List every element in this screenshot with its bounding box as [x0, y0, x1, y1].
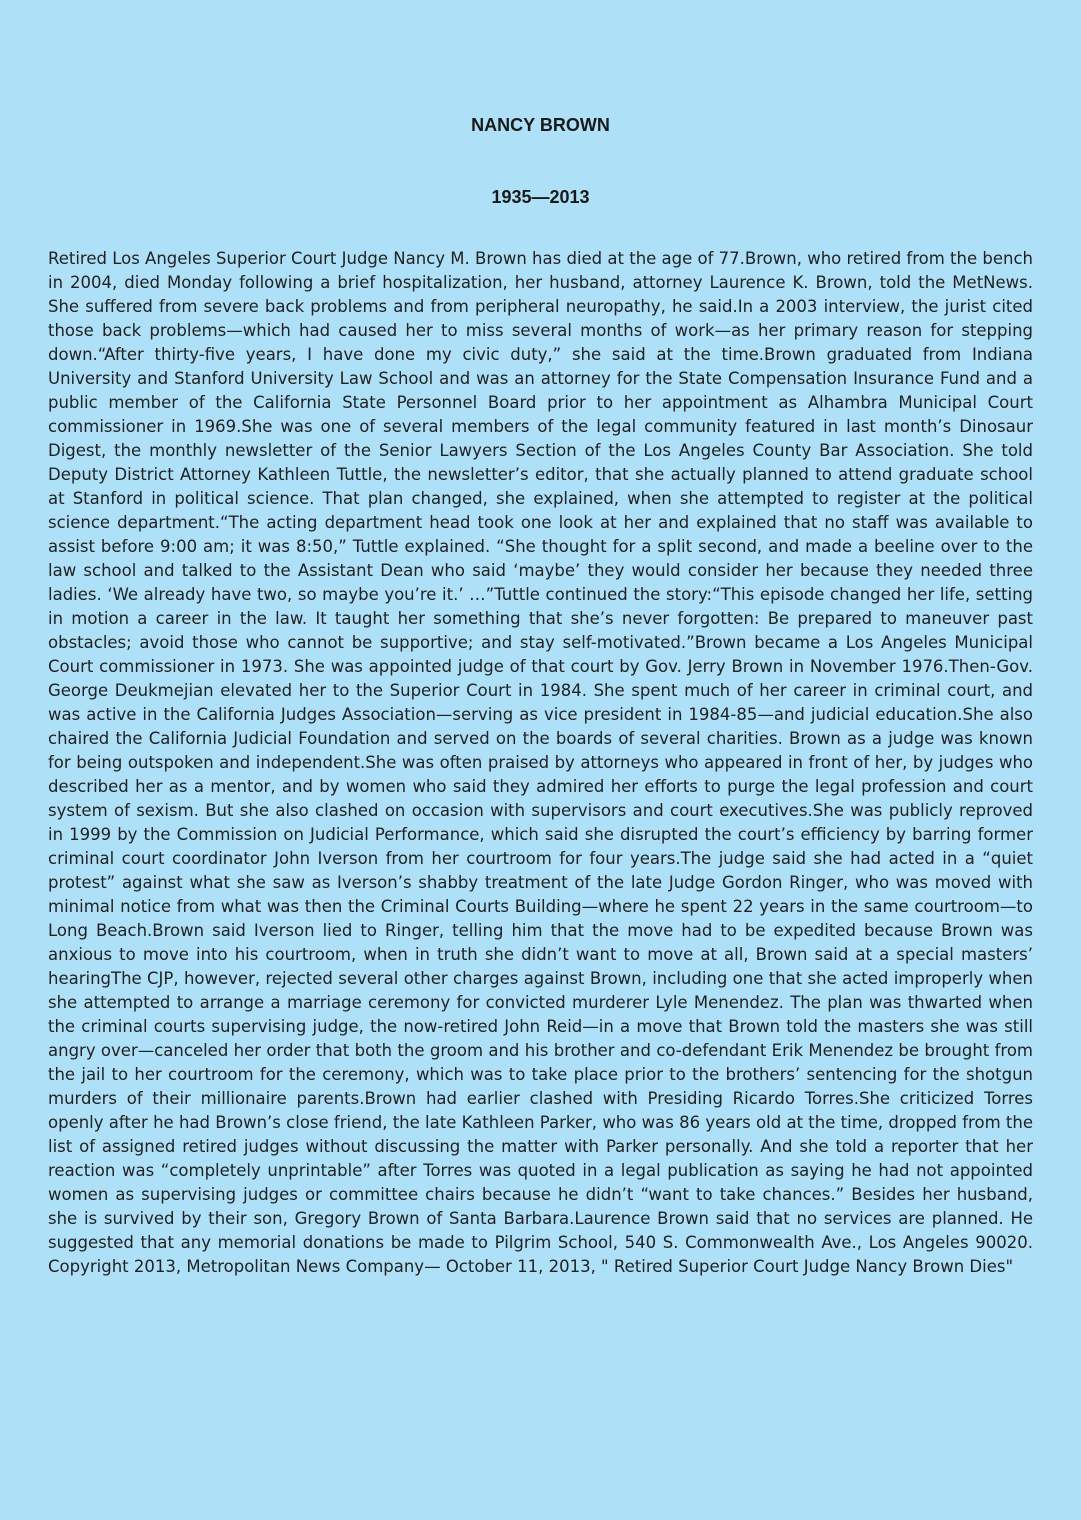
obituary-body: Retired Los Angeles Superior Court Judge Nancy M. Brown has died at the age of 77.Brown, who retired from the bench in 2004, died Monday following a brief hospitalization, her husband, attorney Laurence K. Brown, told the MetNews. She suffered from severe back problems and from peripheral neuropathy, he said.In a 2003 interview, the jurist cited those back problems—which had caused her to miss several months of work—as her primary reason for stepping down.“After thirty-five years, I have done my civic duty,” she said at the time.Brown graduated from Indiana University and Stanford University Law School and was an attorney for the State Compensation Insurance Fund and a public member of the California State Personnel Board prior to her appointment as Alhambra Municipal Court commissioner in 1969.She was one of several members of the legal community featured in last month’s Dinosaur Digest, the monthly newsletter of the Senior Lawyers Section of the Los Angeles County Bar Association. She told Deputy District Attorney Kathleen Tuttle, the newsletter’s editor, that she actually planned to attend graduate school at Stanford in political science. That plan changed, she explained, when she attempted to register at the political science department.“The acting department head took one look at her and explained that no staff was available to assist before 9:00 am; it was 8:50,” Tuttle explained. “She thought for a split second, and made a beeline over to the law school and talked to the Assistant Dean who said ‘maybe’ they would consider her because they needed three ladies. ‘We already have two, so maybe you’re it.’ …”Tuttle continued the story:“This episode changed her life, setting in motion a career in the law. It taught her something that she’s never forgotten: Be prepared to maneuver past obstacles; avoid those who cannot be supportive; and stay self-motivated.”Brown became a Los Angeles Municipal Court commissioner in 1973. She was appointed judge of that court by Gov. Jerry Brown in November 1976.Then-Gov. George Deukmejian elevated her to the Superior Court in 1984. She spent much of her career in criminal court, and was active in the California Judges Association—serving as vice president in 1984-85—and judicial education.She also chaired the California Judicial Foundation and served on the boards of several charities. Brown as a judge was known for being outspoken and independent.She was often praised by attorneys who appeared in front of her, by judges who described her as a mentor, and by women who said they admired her efforts to purge the legal profession and court system of sexism. But she also clashed on occasion with supervisors and court executives.She was publicly reproved in 1999 by the Commission on Judicial Performance, which said she disrupted the court’s efficiency by barring former criminal court coordinator John Iverson from her courtroom for four years.The judge said she had acted in a “quiet protest” against what she saw as Iverson’s shabby treatment of the late Judge Gordon Ringer, who was moved with minimal notice from what was then the Criminal Courts Building—where he spent 22 years in the same courtroom—to Long Beach.Brown said Iverson lied to Ringer, telling him that the move had to be expedited because Brown was anxious to move into his courtroom, when in truth she didn’t want to move at all, Brown said at a special masters’ hearingThe CJP, however, rejected several other charges against Brown, including one that she acted improperly when she attempted to arrange a marriage ceremony for convicted murderer Lyle Menendez. The plan was thwarted when the criminal courts supervising judge, the now-retired John Reid—in a move that Brown told the masters she was still angry over—canceled her order that both the groom and his brother and co-defendant Erik Menendez be brought from the jail to her courtroom for the ceremony, which was to take place prior to the brothers’ sentencing for the shotgun murders of their millionaire parents.Brown had earlier clashed with Presiding Ricardo Torres.She criticized Torres openly after he had Brown’s close friend, the late Kathleen Parker, who was 86 years old at the time, dropped from the list of assigned retired judges without discussing the matter with Parker personally. And she told a reporter that her reaction was “completely unprintable” after Torres was quoted in a legal publication as saying he had not appointed women as supervising judges or committee chairs because he didn’t “want to take chances.” Besides her husband, she is survived by their son, Gregory Brown of Santa Barbara.Laurence Brown said that no services are planned. He suggested that any memorial donations be made to Pilgrim School, 540 S. Commonwealth Ave., Los Angeles 90020. Copyright 2013, Metropolitan News Company— October 11, 2013, " Retired Superior Court Judge Nancy Brown Dies"	[48, 249, 1033, 1276]
obituary-years: 1935—2013	[491, 187, 590, 207]
obituary-name: NANCY BROWN	[471, 115, 610, 135]
